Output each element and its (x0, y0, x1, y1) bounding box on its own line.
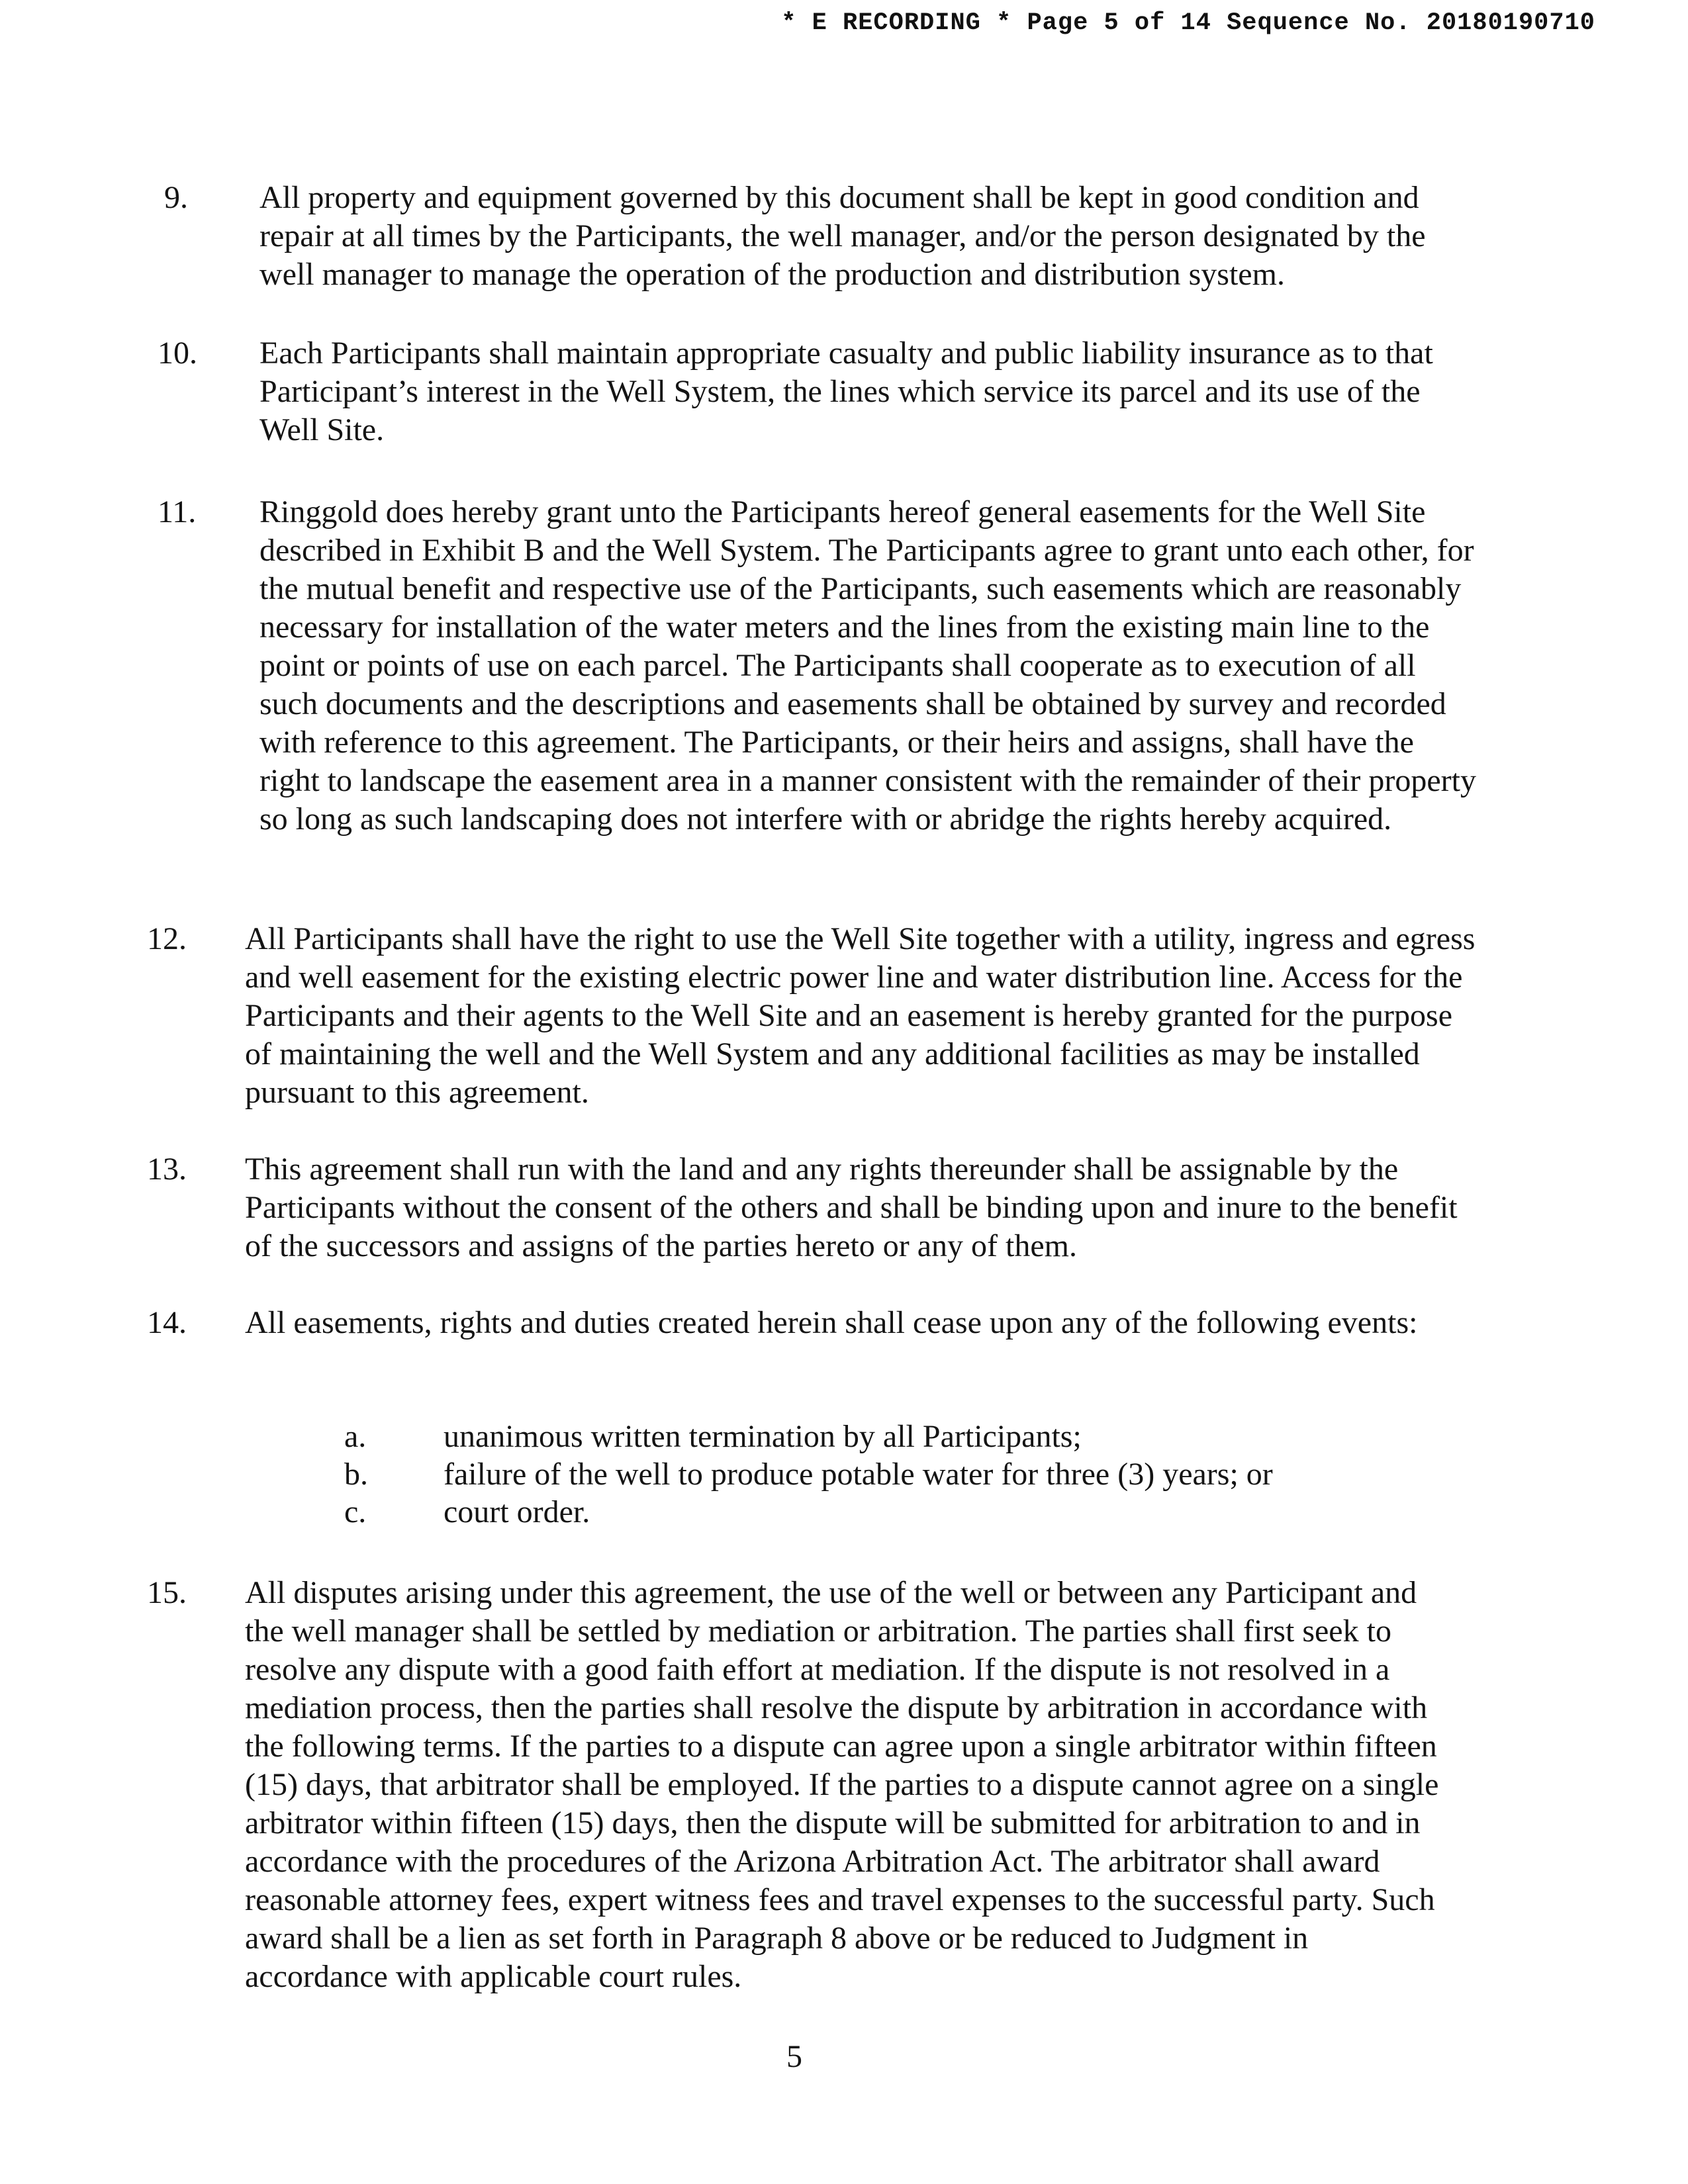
paragraph-number: 9. (164, 180, 188, 215)
list-letter: a. (344, 1419, 367, 1454)
paragraph-text: Ringgold does hereby grant unto the Participants hereof general easements for the Well Site described in Exhibit B and the Well System. The Participants agree to grant unto each other, for the mutual benefit and respective use of the Participants, such easements which are reasonably necessary for installation of the water meters and the lines from the existing main line to the point or points of use on each parcel. The Participants shall cooperate as to execution of all such documents and the descriptions and easements shall be obtained by survey and recorded with reference to this agreement. The Participants, or their heirs and assigns, shall have the right to landscape the easement area in a manner consistent with the remainder of their property so long as such landscaping does not interfere with or abridge the rights hereby acquired. (259, 494, 1476, 837)
paragraph-number: 11. (158, 494, 197, 529)
paragraph-text: This agreement shall run with the land and any rights thereunder shall be assignable by the Participants without the consent of the others and shall be binding upon and inure to the benefit of the successors and assigns of the parties hereto or any of them. (245, 1152, 1458, 1263)
list-letter: c. (344, 1494, 367, 1529)
recording-header: * E RECORDING * Page 5 of 14 Sequence No. 20180190710 (781, 9, 1595, 37)
paragraph-number: 13. (147, 1152, 187, 1187)
list-text: unanimous written termination by all Participants; (444, 1419, 1082, 1454)
paragraph-number: 14. (147, 1305, 187, 1340)
list-text: court order. (444, 1494, 590, 1529)
paragraph-text: All easements, rights and duties created herein shall cease upon any of the following events: (245, 1305, 1418, 1340)
paragraph-number: 15. (147, 1575, 187, 1610)
list-letter: b. (344, 1457, 368, 1492)
paragraph-text: Each Participants shall maintain appropriate casualty and public liability insurance as to that Participant’s interest in the Well System, the lines which service its parcel and its use of the Well Site. (259, 336, 1433, 447)
paragraph-text: All Participants shall have the right to use the Well Site together with a utility, ingress and egress and well easement for the existing electric power line and water distribution line. Access for the Participants and their agents to the Well Site and an easement is hereby granted for the purpose of maintaining the well and the Well System and any additional facilities as may be installed pursuant to this agreement. (245, 921, 1476, 1110)
paragraph-number: 12. (147, 921, 187, 956)
list-text: failure of the well to produce potable water for three (3) years; or (444, 1457, 1273, 1492)
paragraph-text: All disputes arising under this agreement, the use of the well or between any Participant and the well manager shall be settled by mediation or arbitration. The parties shall first seek to resolve any dispute with a good faith effort at mediation. If the dispute is not resolved in a mediation process, then the parties shall resolve the dispute by arbitration in accordance with the following terms. If the parties to a dispute can agree upon a single arbitrator within fifteen (15) days, that arbitrator shall be employed. If the parties to a dispute cannot agree on a single arbitrator within fifteen (15) days, then the dispute will be submitted for arbitration to and in accordance with the procedures of the Arizona Arbitration Act. The arbitrator shall award reasonable attorney fees, expert witness fees and travel expenses to the successful party. Such award shall be a lien as set forth in Paragraph 8 above or be reduced to Judgment in accordance with applicable court rules. (245, 1575, 1439, 1994)
paragraph-number: 10. (158, 336, 197, 371)
page-number: 5 (786, 2039, 802, 2074)
paragraph-text: All property and equipment governed by this document shall be kept in good condition and repair at all times by the Participants, the well manager, and/or the person designated by the well manager to manage the operation of the production and distribution system. (259, 180, 1426, 292)
